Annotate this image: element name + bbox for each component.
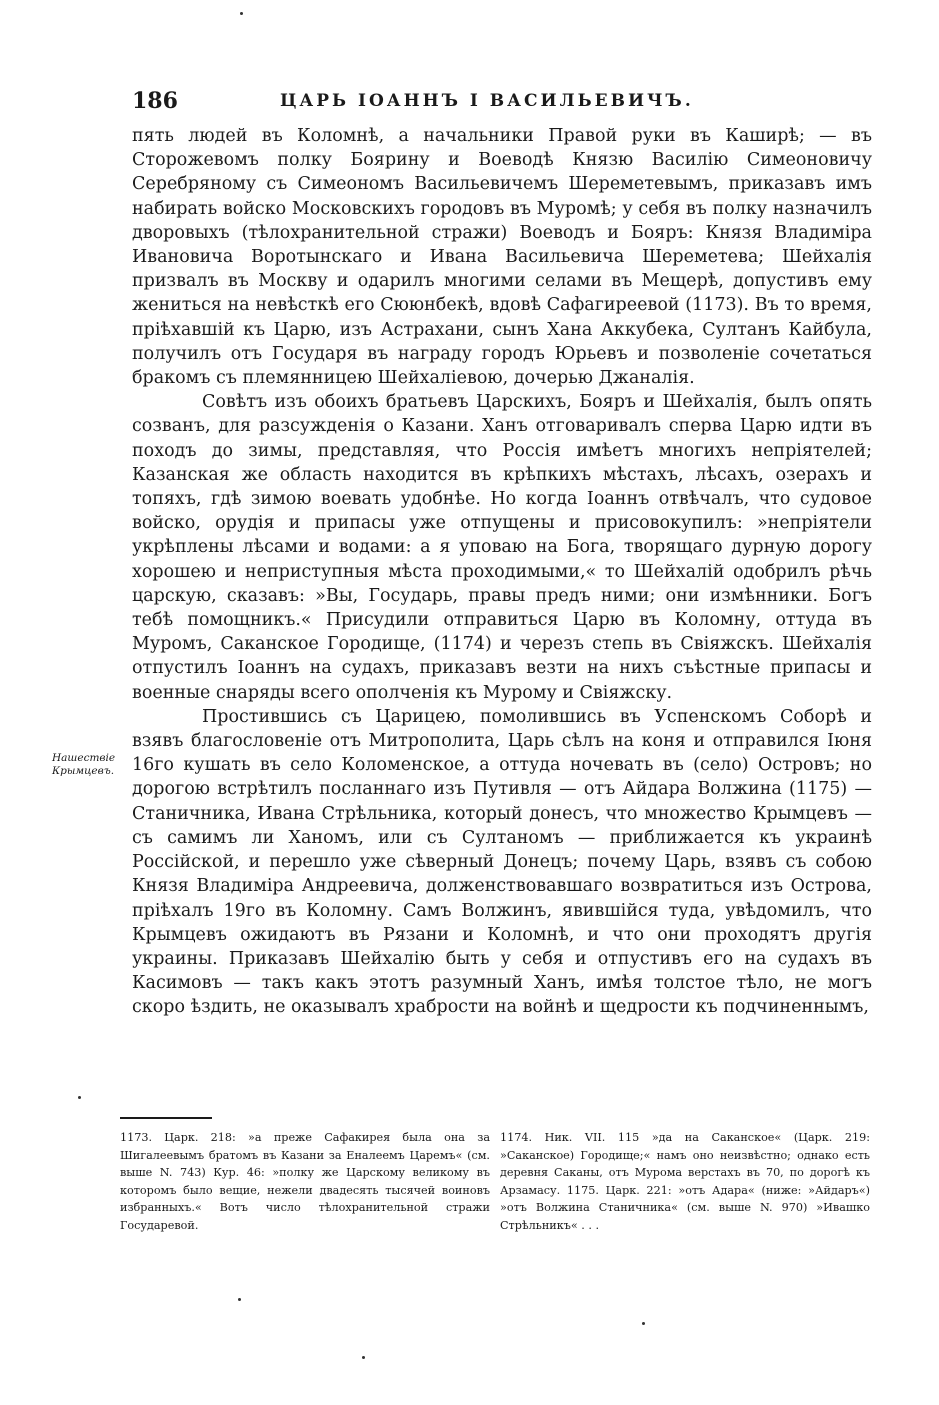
page-header bbox=[132, 88, 870, 116]
footnote-column-right bbox=[500, 1129, 870, 1234]
print-speck bbox=[240, 12, 243, 15]
page-number: 186 bbox=[132, 88, 178, 114]
footnote-1174-1175: 1174. Ник. VII. 115 »да на Саканское« (Царк. 219: »Саканское) Городище;« намъ оно неизвѣстно; однако есть деревня Саканы, отъ Мурома верстахъ въ 70, по дорогѣ къ Арзамасу. 1175. Царк. 221: »отъ Адара« (ниже: »Айдаръ«) »отъ Волжина Станичника« (см. выше N. 970) »Ивашко Стрѣльникъ« . . . bbox=[500, 1131, 870, 1232]
running-head: ЦАРЬ ІОАННЪ І ВАСИЛЬЕВИЧЪ. bbox=[280, 91, 694, 111]
print-speck bbox=[78, 1096, 81, 1099]
footnote-column-left bbox=[120, 1129, 490, 1234]
main-text bbox=[132, 124, 872, 1020]
footnote-rule bbox=[120, 1117, 212, 1119]
paragraph-2: Совѣтъ изъ обоихъ братьевъ Царскихъ, Бояръ и Шейхалія, былъ опять созванъ, для разсужденія о Казани. Ханъ отговаривалъ сперва Царю идти въ походъ до зимы, представляя, что Россія имѣетъ многихъ непріятелей; Казанская же область находится въ крѣпкихъ мѣстахъ, лѣсахъ, озерахъ и топяхъ, гдѣ зимою воевать удобнѣе. Но когда Іоаннъ отвѣчалъ, что судовое войско, орудія и припасы уже отпущены и присовокупилъ: »непріятели укрѣплены лѣсами и водами: а я уповаю на Бога, творящаго дурную дорогу хорошею и неприступныя мѣста проходимыми,« то Шейхалій одобрилъ рѣчь царскую, сказавъ: »Вы, Государь, правы предъ ними; они измѣнники. Богъ тебѣ помощникъ.« Присудили отправиться Царю въ Коломну, оттуда въ Муромъ, Саканское Городище, (1174) и черезъ степь въ Свіяжскъ. Шейхалія отпустилъ Іоаннъ на судахъ, приказавъ везти на нихъ съѣстные припасы и военные снаряды всего ополченія къ Мурому и Свіяжску. bbox=[132, 392, 872, 703]
paragraph-1: пять людей въ Коломнѣ, а начальники Правой руки въ Каширѣ; — въ Сторожевомъ полку Боярину и Воеводѣ Князю Василію Симеоновичу Серебряному съ Симеономъ Васильевичемъ Шереметевымъ, приказавъ имъ набирать войско Московскихъ городовъ въ Муромѣ; у себя въ полку назначилъ дворовыхъ (тѣлохранительной стражи) Воеводъ и Бояръ: Князя Владиміра Ивановича Воротынскаго и Ивана Васильевича Шереметева; Шейхалія призвалъ въ Москву и одарилъ многими селами въ Мещерѣ, допустивъ ему жениться на невѣсткѣ его Сююнбекѣ, вдовѣ Сафагиреевой (1173). Въ то время, пріѣхавшій къ Царю, изъ Астрахани, сынъ Хана Аккубека, Султанъ Кайбула, получилъ отъ Государя въ награду городъ Юрьевъ и позволеніе сочетаться бракомъ съ племянницею Шейхаліевою, дочерью Джаналія. bbox=[132, 126, 872, 389]
footnote-1173: 1173. Царк. 218: »а преже Сафакирея была она за Шигалеевымъ братомъ въ Казани за Еналеемъ Царемъ« (см. выше N. 743) Кур. 46: »полку же Царскому великому въ которомъ было вещие, нежели двадесять тысячей воиновъ избранныхъ.« Вотъ число тѣлохранительной стражи Государевой. bbox=[120, 1131, 490, 1232]
print-speck bbox=[238, 1298, 241, 1301]
paragraph-3: Простившись съ Царицею, помолившись въ Успенскомъ Соборѣ и взявъ благословеніе отъ Митрополита, Царь сѣлъ на коня и отправился Іюня 16го кушать въ село Коломенское, а оттуда ночевать въ (село) Островъ; но дорогою встрѣтилъ посланнаго изъ Путивля — отъ Айдара Волжина (1175) — Станичника, Ивана Стрѣльника, который донесъ, что множество Крымцевъ — съ самимъ ли Ханомъ, или съ Султаномъ — приближается къ украинѣ Россійской, и перешло уже сѣверный Донецъ; почему Царь, взявъ съ собою Князя Владиміра Андреевича, долженствовавшаго возвратиться изъ Острова, пріѣхалъ 19го въ Коломну. Самъ Волжинъ, явившійся туда, увѣдомилъ, что Крымцевъ ожидаютъ въ Рязани и Коломнѣ, и что они проходятъ другія украины. Приказавъ Шейхалію быть у себя и отпустивъ его на судахъ въ Касимовъ — такъ какъ этотъ разумный Ханъ, имѣя толстое тѣло, не могъ скоро ѣздить, не оказывалъ храбрости на войнѣ и щедрости къ подчиненнымъ, bbox=[132, 706, 872, 1018]
print-speck bbox=[362, 1356, 365, 1359]
print-speck bbox=[642, 1322, 645, 1325]
margin-note: Нашествіе Крымцевъ. bbox=[52, 752, 116, 777]
